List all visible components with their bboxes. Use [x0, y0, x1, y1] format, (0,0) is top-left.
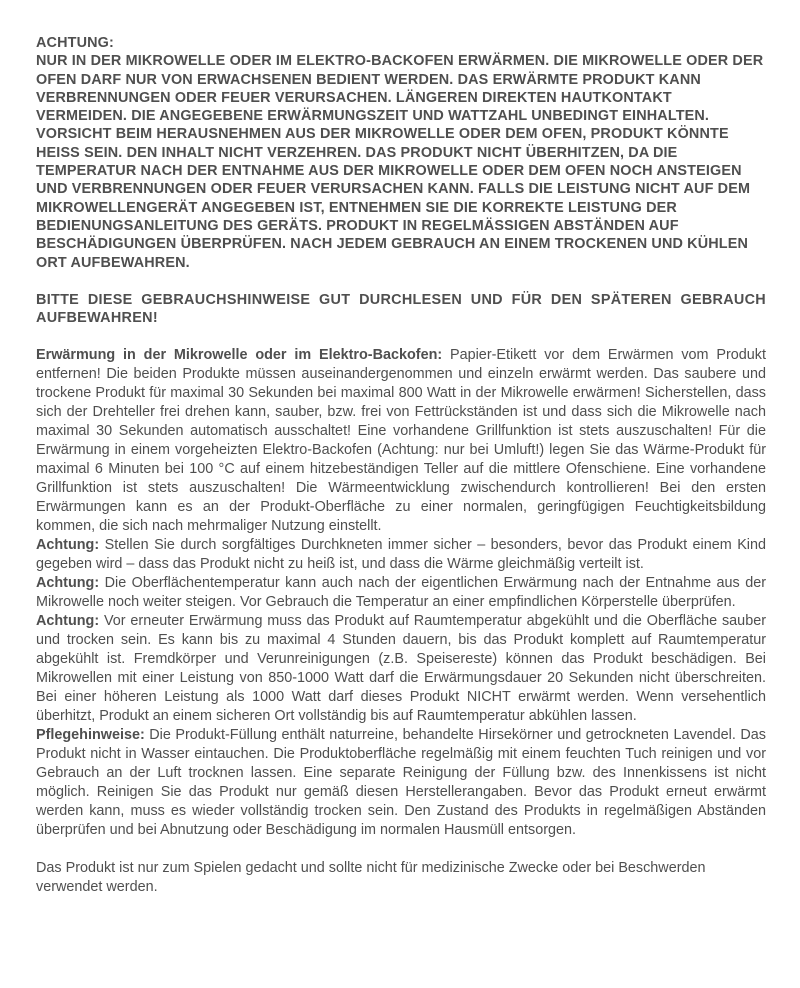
- section-text: Papier-Etikett vor dem Erwärmen vom Produkt entfernen! Die beiden Produkte müssen auseinandergenommen und einzeln erwärmt werden. Das saubere und trockene Produkt für maximal 30 Sekunden bei maximal 800 Watt in der Mikrowelle erwärmen! Sicherstellen, dass sich der Drehteller frei drehen kann, sauber, bzw. frei von Fettrückständen ist und dass sich die Mikrowelle nach maximal 30 Sekunden automatisch ausschaltet! Eine vorhandene Grillfunktion ist stets auszuschalten! Für die Erwärmung in einem vorgeheizten Elektro-Backofen (Achtung: nur bei Umluft!) legen Sie das Wärme-Produkt für maximal 6 Minuten bei 100 °C auf einem hitzebeständigen Teller auf die mittlere Ofenschiene. Eine vorhandene Grillfunktion ist stets auszuschalten! Die Wärmeentwicklung zwischendurch kontrollieren! Bei den ersten Erwärmungen kann es an der Produkt-Oberfläche zu einer normalen, geringfügigen Feuchtigkeitsbildung kommen, die sich nach mehrmaliger Nutzung einstellt.: [36, 347, 766, 535]
- section-label: Achtung:: [36, 613, 100, 630]
- instructions-body: [36, 346, 766, 840]
- section-label: Pflegehinweise:: [36, 727, 145, 744]
- section-label: Achtung:: [36, 575, 100, 592]
- warning-text: NUR IN DER MIKROWELLE ODER IM ELEKTRO-BACKOFEN ERWÄRMEN. DIE MIKROWELLE ODER DER OFEN DARF NUR VON ERWACHSENEN BEDIENT WERDEN. DAS ERWÄRMTE PRODUKT KANN VERBRENNUNGEN ODER FEUER VERURSACHEN. LÄNGEREN DIREKTEN HAUTKONTAKT VERMEIDEN. DIE ANGEGEBENE ERWÄRMUNGSZEIT UND WATTZAHL UNBEDINGT EINHALTEN. VORSICHT BEIM HERAUSNEHMEN AUS DER MIKROWELLE ODER DEM OFEN, PRODUKT KÖNNTE HEISS SEIN. DEN INHALT NICHT VERZEHREN. DAS PRODUKT NICHT ÜBERHITZEN, DA DIE TEMPERATUR NACH DER ENTNAHME AUS DER MIKROWELLE ODER DEM OFEN NOCH ANSTEIGEN UND VERBRENNUNGEN ODER FEUER VERURSACHEN KANN. FALLS DIE LEISTUNG NICHT AUF DEM MIKROWELLENGERÄT ANGEGEBEN IST, ENTNEHMEN SIE DIE KORREKTE LEISTUNG DER BEDIENUNGSANLEITUNG DES GERÄTS. PRODUKT IN REGELMÄSSIGEN ABSTÄNDEN AUF BESCHÄDIGUNGEN ÜBERPRÜFEN. NACH JEDEM GEBRAUCH AN EINEM TROCKENEN UND KÜHLEN ORT AUFBEWAHREN.: [36, 53, 764, 271]
- caution-reheating: [36, 612, 766, 726]
- footer-disclaimer: Das Produkt ist nur zum Spielen gedacht und sollte nicht für medizinische Zwecke oder bei Beschwerden verwendet werden.: [36, 860, 706, 896]
- heating-instructions: [36, 346, 766, 536]
- section-text: Die Produkt-Füllung enthält naturreine, behandelte Hirsekörner und getrockneten Lavendel. Das Produkt nicht in Wasser eintauchen. Die Produktoberfläche regelmäßig mit einem feuchten Tuch reinigen und vor Gebrauch an der Luft trocknen lassen. Eine separate Reinigung der Füllung bzw. des Innenkissens ist nicht möglich. Reinigen Sie das Produkt nur gemäß diesen Herstellerangaben. Bevor das Produkt erneut erwärmt werden kann, muss es wieder vollständig trocken sein. Den Zustand des Produkts in regelmäßigen Abständen überprüfen und bei Abnutzung oder Beschädigung im normalen Hausmüll entsorgen.: [36, 727, 766, 839]
- care-instructions: [36, 726, 766, 840]
- section-text: Vor erneuter Erwärmung muss das Produkt auf Raumtemperatur abgekühlt und die Oberfläche sauber und trocken sein. Es kann bis zu maximal 4 Stunden dauern, bis das Produkt komplett auf Raumtemperatur abgekühlt ist. Fremdkörper und Verunreinigungen (z.B. Speisereste) können das Produkt beschädigen. Bei Mikrowellen mit einer Leistung von 850-1000 Watt darf die Erwärmungsdauer 20 Sekunden nicht überschreiten. Bei einer höheren Leistung als 1000 Watt darf dieses Produkt NICHT erwärmt werden. Wenn versehentlich überhitzt, Produkt an einem sicheren Ort vollständig bis auf Raumtemperatur abkühlen lassen.: [36, 613, 766, 725]
- warning-heading: ACHTUNG:: [36, 35, 114, 51]
- caution-surface-temperature: [36, 574, 766, 612]
- section-label: Achtung:: [36, 537, 100, 554]
- caution-kneading: [36, 536, 766, 574]
- read-instructions-notice: BITTE DIESE GEBRAUCHSHINWEISE GUT DURCHLESEN UND FÜR DEN SPÄTEREN GEBRAUCH AUFBEWAHREN!: [36, 291, 766, 327]
- section-text: Stellen Sie durch sorgfältiges Durchkneten immer sicher – besonders, bevor das Produkt einem Kind gegeben wird – dass das Produkt nicht zu heiß ist, und dass die Wärme gleichmäßig verteilt ist.: [36, 537, 766, 573]
- warning-block: [36, 34, 766, 272]
- section-text: Die Oberflächentemperatur kann auch nach der eigentlichen Erwärmung nach der Entnahme aus der Mikrowelle noch weiter steigen. Vor Gebrauch die Temperatur an einer empfindlichen Körperstelle überprüfen.: [36, 575, 766, 611]
- document-page: [36, 34, 766, 897]
- section-label: Erwärmung in der Mikrowelle oder im Elektro-Backofen:: [36, 347, 443, 364]
